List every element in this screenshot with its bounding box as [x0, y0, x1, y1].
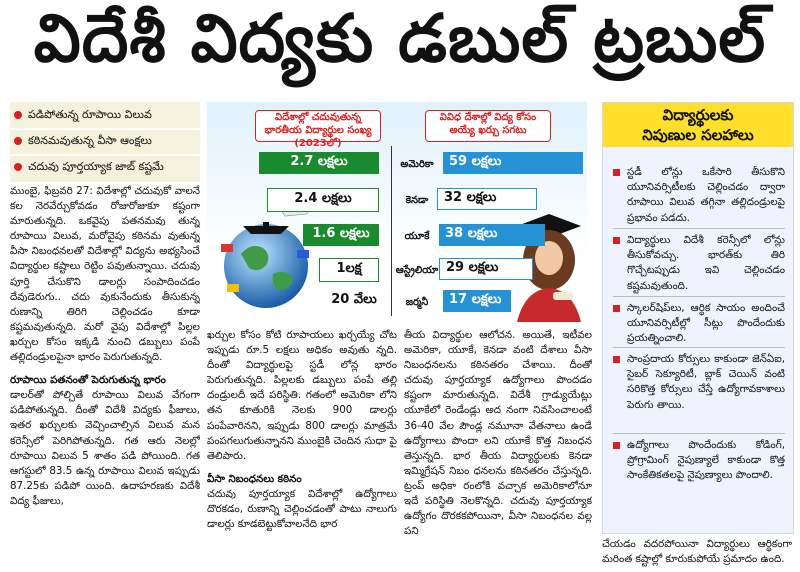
tip-text: విద్యార్థులు విదేశీ కరెన్సీలో లోన్లు తీసుకోవచ్చు. భారత్‌కు తిరి గొచ్చేటప్పుడు ఇవి చెల్లించడం కష్టమవుతుంది. — [627, 234, 785, 292]
tips-title-line: నిపుణుల సలహాలు — [642, 126, 754, 144]
students-bar — [331, 290, 377, 312]
students-value: 1లక్ష — [336, 261, 362, 276]
paragraph: చదువు పూర్తయ్యాక విదేశాల్లో ఉద్యోగాలు దొరకడం, రుణాన్ని చెల్లించడంతో పాటు నాలుగు డాలర్లు కూడబెట్టుకోవాలనేది భార — [207, 487, 397, 531]
country-label: ఆస్ట్రేలియా — [395, 265, 439, 276]
tip-item — [613, 165, 785, 226]
cost-bar — [443, 152, 583, 174]
students-value: 20 వేలు — [331, 292, 377, 307]
infographic — [207, 102, 587, 322]
cost-bar — [439, 224, 545, 246]
cost-value: 38 లక్షలు — [445, 226, 498, 241]
bullet-dot-icon — [14, 111, 22, 119]
bullet-square-icon — [613, 237, 620, 244]
divider — [10, 128, 200, 130]
country-label: అమెరికా — [400, 159, 434, 170]
bullet-square-icon — [613, 356, 620, 363]
bullet-dot-icon — [14, 163, 22, 171]
paragraph: చేయడం వదరపోయినా విద్యార్థులు ఆర్థికంగా మరింత కష్టాల్లో కూరుకుపోయే ప్రమాదం ఉంది. — [602, 538, 792, 566]
key-point — [10, 156, 202, 177]
paragraph: డాలర్‌తో పోల్చితే రూపాయి విలువ వేగంగా పడిపోతున్నది. దీంతో విదేశీ విద్యకు ఫీజులు, ఇతర ఖర్చులకు వెచ్చించాల్సిన విలువ మన కరెన్సీలో పెరిగిపోతున్నది. గత ఆరు నెలల్లో రూపాయి విలువ 5 శాతం పడి పోయింది. గత ఆగస్టులో 83.5 ఉన్న రూపాయి విలువ ఇప్పుడు 87.25కు పడిపో యింది. ఉదాహరణకు విదేశీ విద్య ఫీజులు, — [10, 389, 200, 507]
bullet-square-icon — [613, 305, 620, 312]
article-column-2 — [207, 328, 397, 570]
tip-item — [613, 352, 785, 413]
students-bar — [267, 188, 379, 212]
article-column-4 — [602, 537, 792, 571]
cost-value: 17 లక్షలు — [449, 292, 502, 307]
key-point-text: కఠినమవుతున్న వీసా ఆంక్షలు — [28, 134, 152, 147]
divider — [10, 154, 200, 156]
key-points-box — [10, 102, 200, 182]
divider — [613, 433, 785, 434]
tip-text: సాంప్రదాయ కోర్సులు కాకుండా జెన్‌ఏఐ, సైబర్ సెక్యూరిటీ, బ్లాక్ చెయిన్ వంటి సరికొత్త కోర్సులు చేస్తే ఉద్యోగావకాశాలు పెరుగు తాయి. — [627, 353, 785, 411]
tips-title — [603, 103, 793, 147]
divider — [613, 296, 785, 297]
divider — [613, 228, 785, 229]
tips-title-line: విద్యార్థులకు — [662, 106, 734, 124]
article-column-3 — [404, 328, 592, 570]
country-label: కెనడా — [405, 195, 429, 206]
subheading: రూపాయి పతనంతో పెరుగుతున్న భారం — [10, 374, 166, 387]
tip-text: స్టడీ లోన్లు ఒకేసారి తీసుకొని యూనివర్సిటీలకు చెల్లించడం ద్వారా రూపాయి విలువ తగ్గినా తల్లిదండ్రులపై ప్రభావం పడదు. — [627, 166, 785, 224]
cost-value: 32 లక్షలు — [444, 190, 497, 205]
divider — [391, 146, 392, 316]
students-bar — [259, 152, 379, 174]
tip-text: ఉద్యోగాలు పొందేందుకు కోడింగ్, ప్రోగ్రామింగ్ నైపుణ్యాలే కాకుండా కొత్త సాంకేతికతలపై నైపుణ్యాలు పొందాలి. — [627, 439, 785, 482]
paragraph: తీయ విద్యార్థుల ఆలోచన. అయితే, ఇటీవల అమెరికా, యూకే, కెనడా వంటి దేశాలు వీసా నిబంధనలను కఠినతరం చేశాయి. దీంతో చదువు పూర్తయ్యాక ఉద్యోగాలు పొందడం కష్టంగా మారుతున్నది. విదేశీ గ్రాడ్యుయేట్లు యూకేలో రెండేండ్లు అద నంగా నివసించాలంటే 36-40 వేల పౌండ్ల నమూనా వేతనాలు ఉండే ఉద్యోగాలు పొందా లని యూకే కొత్త నిబంధన తెస్తున్నది. భార తీయ విద్యార్థులకు కెనడా ఇమ్మిగ్రేషన్ నిబం ధనలను కఠినతరం చేస్తున్నది. ట్రంప్ అధికా రంలోకి వచ్చాక అమెరికాలోనూ ఇదే పరిస్థితి నెలకొన్నది. చదువు పూర్తయ్యాక ఉద్యోగం దొరకకపోయినా, వీసా నిబంధనల వల్ల పని — [404, 329, 592, 538]
students-value: 2.4 లక్షలు — [294, 191, 352, 206]
bullet-dot-icon — [14, 137, 22, 145]
tip-item — [613, 438, 785, 484]
key-point-text: చదువు పూర్తయ్యాక జాబ్ కష్టమే — [28, 160, 164, 173]
country-label: జర్మనీ — [405, 297, 429, 308]
bullet-square-icon — [613, 442, 620, 449]
key-point — [10, 130, 202, 151]
key-point — [10, 104, 202, 125]
tip-text: స్కాలర్‌షిప్‌లు, ఆర్థిక సాయం అందించే యూనివర్సిటీల్లో సీట్లు పొందేందుకు ప్రయత్నించాలి. — [627, 302, 785, 345]
expert-tips-box — [602, 102, 794, 534]
tip-item — [613, 233, 785, 294]
article-column-1 — [10, 184, 200, 570]
country-label: యూకే — [404, 231, 430, 242]
cost-bar — [439, 258, 533, 280]
cost-bar — [443, 290, 511, 312]
headline: విదేశీ విద్యకు డబుల్ ట్రబుల్ — [33, 0, 767, 77]
cost-value: 29 లక్షలు — [446, 260, 499, 275]
bullet-square-icon — [613, 169, 620, 176]
cost-bar — [437, 188, 537, 210]
divider — [613, 347, 785, 348]
key-point-text: పడిపోతున్న రూపాయి విలువ — [28, 108, 152, 121]
students-heading: విదేశాల్లో చదువుతున్న భారతీయ విద్యార్థుల సంఖ్య (2023లో) — [255, 110, 381, 142]
paragraph: ముంబై, ఫిబ్రవరి 27: విదేశాల్లో చదువుకో వాలనే కల నెరవేర్చుకోవడం రోజురోజుకూ కష్టంగా మారుతున్నది. ఒకవైపు పతనమవు తున్న రూపాయి విలువ, మరోవైపు కఠినమ వుతున్న వీసా నిబంధనలతో విదేశాల్లో విద్యను అభ్యసించే విద్యార్థుల కష్టాలు రెట్టిం పవుతున్నాయి. చదువు పూర్తి చేసుకొని డాలర్లు సంపాదించడం దేవుడెరుగు.. చదు వుకునేందుకు తీసుకున్న రుణాన్ని తిరిగి చెల్లించడం కూడా కష్టమవుతున్నది. మరో వైపు విదేశాల్లో పిల్లల ఖర్చుల కోసం ఇక్కడి నుంచి డబ్బులు పంపే తల్లిదండ్రులపైనా భారం పెరుగుతున్నది. — [10, 185, 200, 364]
cost-value: 59 లక్షలు — [449, 154, 502, 169]
subheading: వీసా నిబంధనలు కఠినం — [207, 472, 302, 485]
paragraph: ఖర్చుల కోసం కోటి రూపాయలు ఖర్చయ్యే చోట ఇప్పుడు రూ.5 లక్షలు అధికం అవుతు న్నది. దీంతో విద్యార్థులపై స్టడీ లోన్ల భారం పెరుగుతున్నది. పిల్లలకు డబ్బులు పంపే తల్లి దండ్రులదీ ఇదే పరిస్థితి. గతంలో అమెరికా లోని తన కూతురికి నెలకు 900 డాలర్లు పంపేవారినని, ఇప్పుడు 800 డాలర్లు మాత్రమే పంపగలుగుతున్నానని ముంబైకి చెందిన సుధా పై తెలిపారు. — [207, 329, 397, 462]
students-value: 2.7 లక్షలు — [290, 154, 348, 169]
tip-item — [613, 301, 785, 347]
students-bar — [319, 258, 379, 282]
globe-icon — [211, 204, 321, 314]
students-bar — [303, 224, 379, 246]
cost-heading: వివిధ దేశాల్లో విద్య కోసం అయ్యే ఖర్చు సగటు — [425, 110, 551, 142]
students-value: 1.6 లక్షలు — [312, 226, 370, 241]
